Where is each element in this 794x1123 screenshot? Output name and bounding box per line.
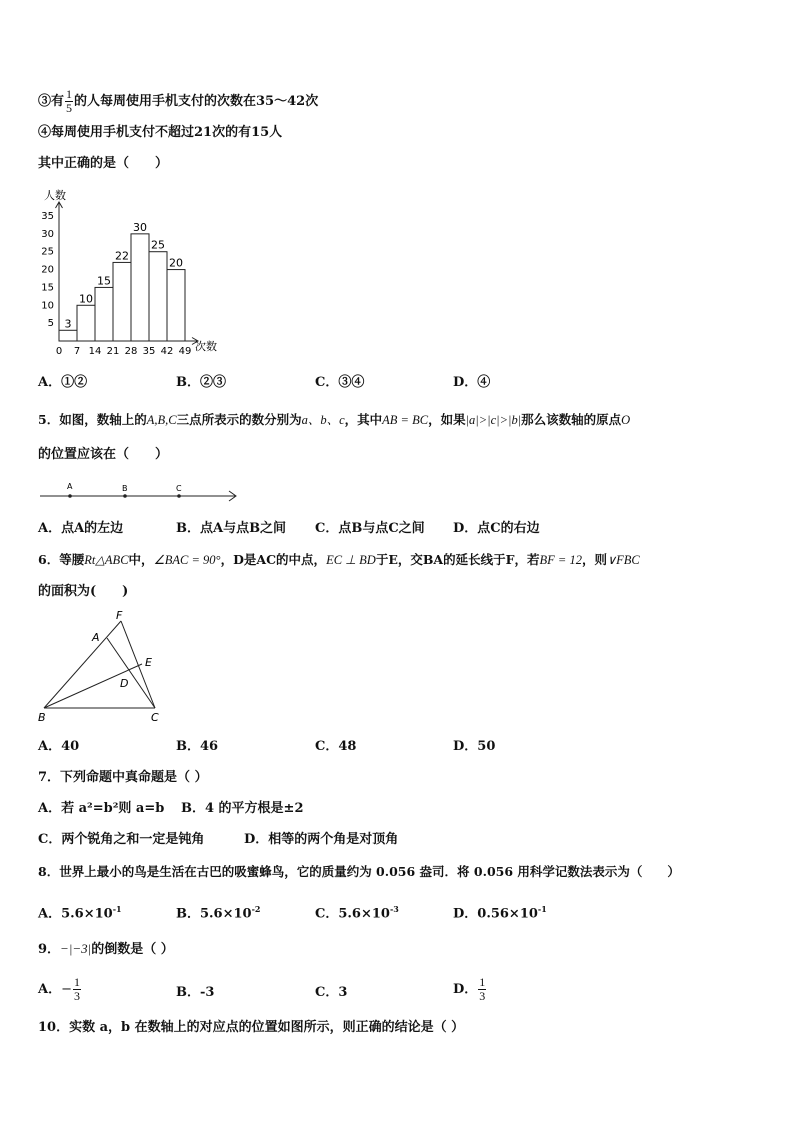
q5-option-b[interactable]: B．点A与点B之间: [176, 521, 287, 536]
q6-option-a[interactable]: A．40: [38, 739, 80, 754]
x-tick-label: 0: [55, 346, 63, 357]
q4-option-b[interactable]: B．②③: [176, 375, 226, 390]
histogram-bar: [113, 262, 131, 341]
label-f: F: [116, 609, 123, 622]
y-tick-label: 10: [41, 300, 54, 312]
segment-ac: [107, 638, 155, 708]
bar-value-label: 15: [97, 274, 111, 288]
y-tick-label: 25: [41, 246, 54, 258]
q4-option-d[interactable]: D．④: [453, 375, 491, 390]
histogram-bar: [95, 287, 113, 341]
bar-value-label: 25: [151, 238, 165, 252]
q5-option-d[interactable]: D．点C的右边: [453, 521, 540, 536]
x-tick-label: 35: [142, 346, 156, 357]
label-a: A: [92, 631, 100, 644]
bar-value-label: 22: [115, 249, 129, 263]
label-d: D: [120, 677, 129, 690]
x-axis-label: 次数: [195, 340, 217, 353]
q9-option-c[interactable]: C．3: [315, 985, 348, 1000]
bar-value-label: 30: [133, 220, 147, 234]
q5-option-a[interactable]: A．点A的左边: [38, 521, 124, 536]
x-tick-label: 7: [73, 346, 81, 357]
question-5-line-1: 5．如图，数轴上的A,B,C三点所表示的数分别为a、b、c，其中AB = BC，如果|a|>|c|>|b|那么该数轴的原点O: [38, 412, 631, 427]
question-4-ask: 其中正确的是（ ）: [38, 156, 169, 171]
label-c: C: [151, 711, 159, 724]
point-a: [68, 494, 72, 498]
triangle-figure: [34, 608, 174, 726]
x-tick-label: 49: [178, 346, 192, 357]
y-tick-label: 20: [41, 264, 54, 276]
fraction: $\frac{1}{3}$: [74, 975, 80, 1003]
q9-option-d[interactable]: D． $\frac{1}{3}$: [453, 975, 486, 1003]
x-tick-label: 21: [106, 346, 120, 357]
question-9: 9．−|−3|的倒数是（ ）: [38, 941, 174, 957]
question-5-line-2: 的位置应该在（ ）: [38, 447, 169, 462]
segment-bf: [44, 621, 121, 708]
q6-option-c[interactable]: C．48: [315, 739, 357, 754]
question-8: 8．世界上最小的鸟是生活在古巴的吸蜜蜂鸟，它的质量约为 0.056 盎司．将 0.056 用科学记数法表示为（ ）: [38, 864, 680, 879]
question-7: 7．下列命题中真命题是（ ）: [38, 770, 208, 785]
y-tick-label: 30: [41, 228, 54, 240]
q8-option-b[interactable]: B．$5.6\times 10^{-2}$: [176, 904, 261, 922]
y-tick-label: 15: [41, 282, 54, 294]
question-10: 10．实数 a，b 在数轴上的对应点的位置如图所示，则正确的结论是（ ）: [38, 1020, 465, 1035]
bar-value-label: 10: [79, 292, 93, 306]
bar-value-label: 3: [64, 317, 72, 331]
fraction-denominator: 5: [66, 101, 73, 115]
statement-3-prefix: ③有: [38, 94, 65, 109]
number-line-figure: [38, 478, 243, 508]
fraction: $\frac{1}{3}$: [479, 975, 486, 1003]
label-b: B: [38, 711, 46, 724]
histogram-bar: [149, 252, 167, 341]
q6-option-d[interactable]: D．50: [453, 739, 496, 754]
q7-option-d[interactable]: D．相等的两个角是对顶角: [244, 832, 399, 847]
q8-option-d[interactable]: D．$0.56\times 10^{-1}$: [453, 904, 547, 922]
x-tick-label: 42: [160, 346, 174, 357]
q5-option-c[interactable]: C．点B与点C之间: [315, 521, 425, 536]
bar-value-label: 20: [169, 256, 183, 270]
q8-option-a[interactable]: A．$5.6\times 10^{-1}$: [38, 904, 122, 922]
histogram-bar: [59, 330, 77, 341]
point-b: [123, 494, 127, 498]
x-tick-label: 28: [124, 346, 138, 357]
q4-option-a[interactable]: A．①②: [38, 375, 88, 390]
histogram-bar: [167, 270, 185, 341]
question-6-line-1: 6．等腰Rt△ABC中，∠BAC = 90°，D是AC的中点，EC ⊥ BD于E，交BA的延长线于F，若BF = 12，则∨FBC: [38, 552, 640, 567]
label-a: A: [67, 482, 73, 491]
histogram-chart: [30, 182, 240, 357]
label-e: E: [145, 656, 152, 669]
histogram-bar: [77, 305, 95, 341]
point-c: [177, 494, 181, 498]
x-tick-label: 14: [88, 346, 102, 357]
statement-4: ④每周使用手机支付不超过21次的有15人: [38, 125, 283, 140]
y-axis-label: 人数: [44, 189, 66, 202]
fraction: [65, 88, 73, 115]
q8-option-c[interactable]: C．$5.6\times 10^{-3}$: [315, 904, 399, 922]
statement-3-suffix: 的人每周使用手机支付的次数在35～42次: [74, 94, 319, 109]
q9-option-a[interactable]: A．− $\frac{1}{3}$: [38, 975, 80, 1003]
q4-option-c[interactable]: C．③④: [315, 375, 365, 390]
q6-option-b[interactable]: B．46: [176, 739, 219, 754]
q7-option-c[interactable]: C．两个锐角之和一定是钝角: [38, 832, 205, 847]
label-b: B: [122, 484, 128, 493]
histogram-bar: [131, 234, 149, 341]
q7-option-a[interactable]: A．若 a²=b²则 a=b: [38, 801, 165, 816]
y-tick-label: 35: [41, 211, 54, 222]
y-tick-label: 5: [47, 318, 54, 330]
label-c: C: [176, 484, 182, 493]
q7-option-b[interactable]: B．4 的平方根是±2: [181, 801, 304, 816]
statement-3: [38, 88, 318, 115]
fraction-numerator: 1: [66, 87, 73, 101]
q9-option-b[interactable]: B．-3: [176, 985, 215, 1000]
question-6-line-2: 的面积为( ): [38, 584, 129, 599]
